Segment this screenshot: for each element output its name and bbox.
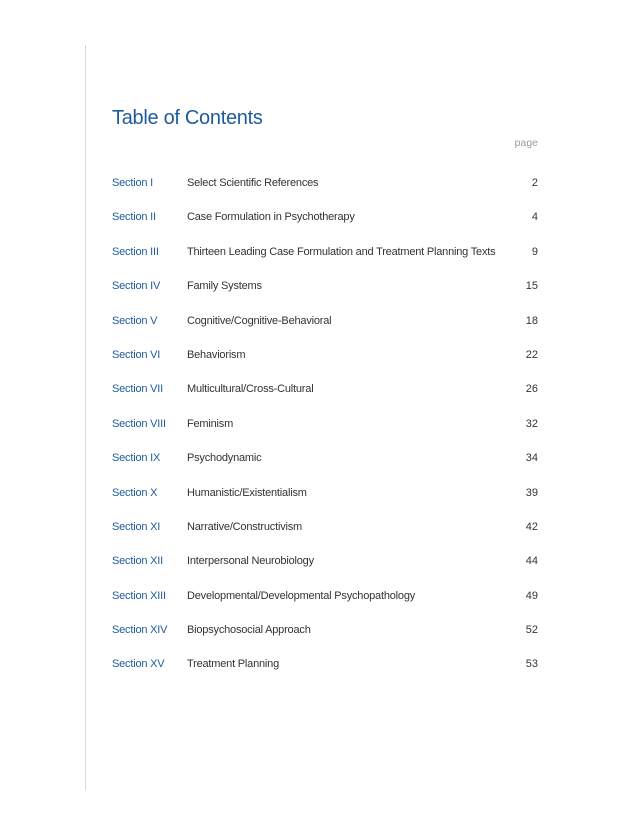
toc-entry-title: Thirteen Leading Case Formulation and Treatment Planning Texts [187,245,496,258]
toc-entry-section-xiv[interactable] [112,619,538,653]
toc-entry-section-xiii[interactable] [112,585,538,619]
toc-page-number: 4 [531,211,538,224]
toc-entry-section-ix[interactable] [112,447,538,481]
toc-page-number: 44 [525,555,538,568]
toc-entry-section-vi[interactable] [112,344,538,378]
toc-page-number: 52 [525,624,538,637]
toc-entry-section-iii[interactable] [112,241,538,275]
toc-entry-title: Select Scientific References [187,177,319,189]
toc-page-number: 39 [525,486,538,499]
toc-entry-section-vii[interactable] [112,378,538,412]
toc-section-label: Section VI [112,348,161,361]
toc-section-label: Section VIII [112,417,166,430]
toc-section-label: Section III [112,245,159,258]
toc-entry-section-viii[interactable] [112,413,538,447]
toc-section-label: Section IX [112,452,161,465]
margin-rule [85,45,86,790]
toc-page-number: 2 [531,177,538,189]
toc-entry-section-x[interactable] [112,482,538,516]
toc-section-label: Section XII [112,555,163,568]
toc-section-label: Section XIV [112,624,168,637]
toc-entry-title: Cognitive/Cognitive-Behavioral [187,314,332,327]
toc-page-number: 34 [525,452,538,465]
toc-entry-title: Behaviorism [187,348,246,361]
toc-page-number: 42 [525,520,538,533]
toc-entry-title: Psychodynamic [187,452,262,465]
toc-entry-title: Family Systems [187,280,262,293]
toc-entry-title: Case Formulation in Psychotherapy [187,211,355,224]
toc-entry-title: Humanistic/Existentialism [187,486,307,499]
toc-entry-section-xii[interactable] [112,550,538,584]
toc-entry-title: Interpersonal Neurobiology [187,555,314,568]
toc-page-number: 22 [525,348,538,361]
toc-entry-section-ii[interactable] [112,206,538,240]
toc-section-label: Section XI [112,520,161,533]
toc-section-label: Section V [112,314,158,327]
toc-entry-section-xi[interactable] [112,516,538,550]
toc-entry-section-v[interactable] [112,310,538,344]
toc-entry-title: Biopsychosocial Approach [187,624,311,637]
page-title: Table of Contents [112,107,263,129]
toc-page-number: 53 [525,658,538,671]
toc-section-label: Section VII [112,383,163,396]
toc-section-label: Section I [112,177,154,189]
toc-page-number: 15 [525,280,538,293]
toc-entry-title: Feminism [187,417,234,430]
toc-entry-section-iv[interactable] [112,275,538,309]
toc-page-number: 49 [525,589,538,602]
toc-section-label: Section XIII [112,589,166,602]
toc-entry-title: Treatment Planning [187,658,279,671]
toc-entry-title: Narrative/Constructivism [187,520,303,533]
toc-page-number: 9 [531,245,538,258]
toc-list [112,172,538,688]
toc-section-label: Section IV [112,280,161,293]
toc-page-number: 26 [525,383,538,396]
toc-section-label: Section X [112,486,158,499]
toc-entry-title: Multicultural/Cross-Cultural [187,383,314,396]
page-column-label: page [514,137,538,149]
toc-entry-section-xv[interactable] [112,653,538,687]
toc-entry-title: Developmental/Developmental Psychopathology [187,589,416,602]
toc-section-label: Section XV [112,658,165,671]
toc-section-label: Section II [112,211,156,224]
toc-page-number: 18 [525,314,538,327]
toc-entry-section-i[interactable] [112,172,538,206]
toc-page-number: 32 [525,417,538,430]
